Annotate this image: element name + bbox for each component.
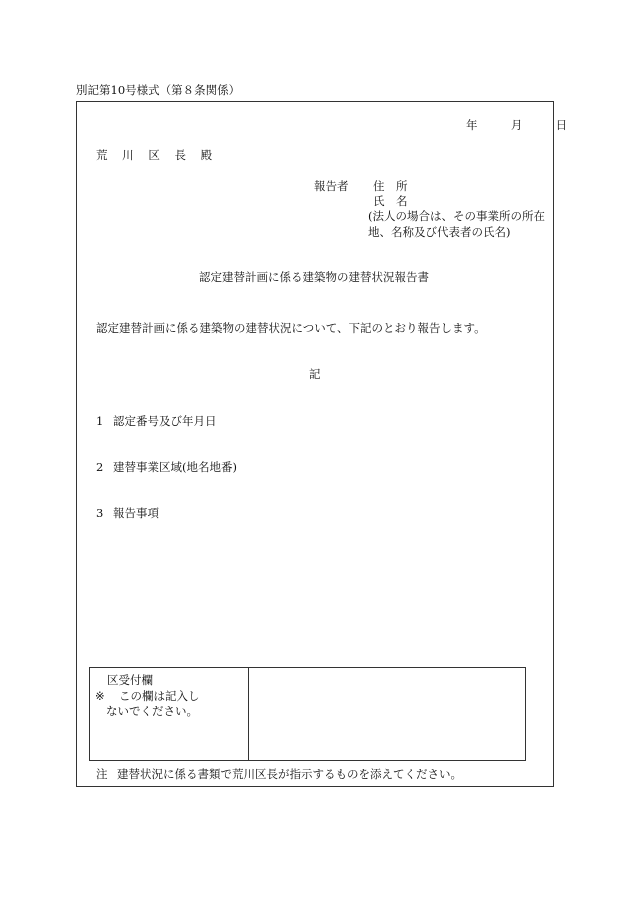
footnote-text: 建替状況に係る書類で荒川区長が指示するものを添えてください。 (117, 767, 462, 781)
item-text: 報告事項 (113, 506, 159, 520)
addressee-char: 殿 (200, 148, 213, 162)
intro-text: 認定建替計画に係る建築物の建替状況について、下記のとおり報告します。 (96, 321, 486, 335)
item-number: 1 (96, 414, 104, 428)
item-number: 2 (96, 460, 104, 474)
addressee-char: 長 (174, 148, 186, 162)
addressee (96, 150, 212, 162)
reporter-label: 報告者 (314, 179, 349, 193)
date-line (466, 120, 567, 132)
item-number: 3 (96, 506, 104, 520)
addressee-char: 区 (148, 148, 160, 162)
receipt-label: 区受付欄 (107, 673, 153, 687)
receipt-note-2: ないでください。 (106, 704, 198, 718)
receipt-note-1: この欄は記入し (119, 689, 200, 703)
reporter-address-label: 住 所 (373, 179, 408, 193)
footnote-mark: 注 (96, 767, 108, 781)
date-day: 日 (555, 118, 568, 132)
addressee-char: 荒 (96, 148, 108, 162)
reporter-corp-note-1: (法人の場合は、その事業所の所在 (368, 209, 545, 223)
date-year: 年 (466, 118, 478, 132)
date-month: 月 (510, 118, 523, 132)
item-text: 認定番号及び年月日 (113, 414, 217, 428)
receipt-note-mark: ※ (95, 689, 105, 703)
reporter-corp-note-2: 地、名称及び代表者の氏名) (368, 225, 511, 239)
reporter-name-label: 氏 名 (373, 194, 408, 208)
form-label: 別記第10号様式（第８条関係） (76, 83, 241, 97)
document-title: 認定建替計画に係る建築物の建替状況報告書 (199, 270, 429, 284)
ki-label: 記 (309, 367, 321, 381)
item-text: 建替事業区域(地名地番) (113, 460, 237, 474)
addressee-char: 川 (122, 148, 134, 162)
receipt-divider (248, 668, 249, 760)
